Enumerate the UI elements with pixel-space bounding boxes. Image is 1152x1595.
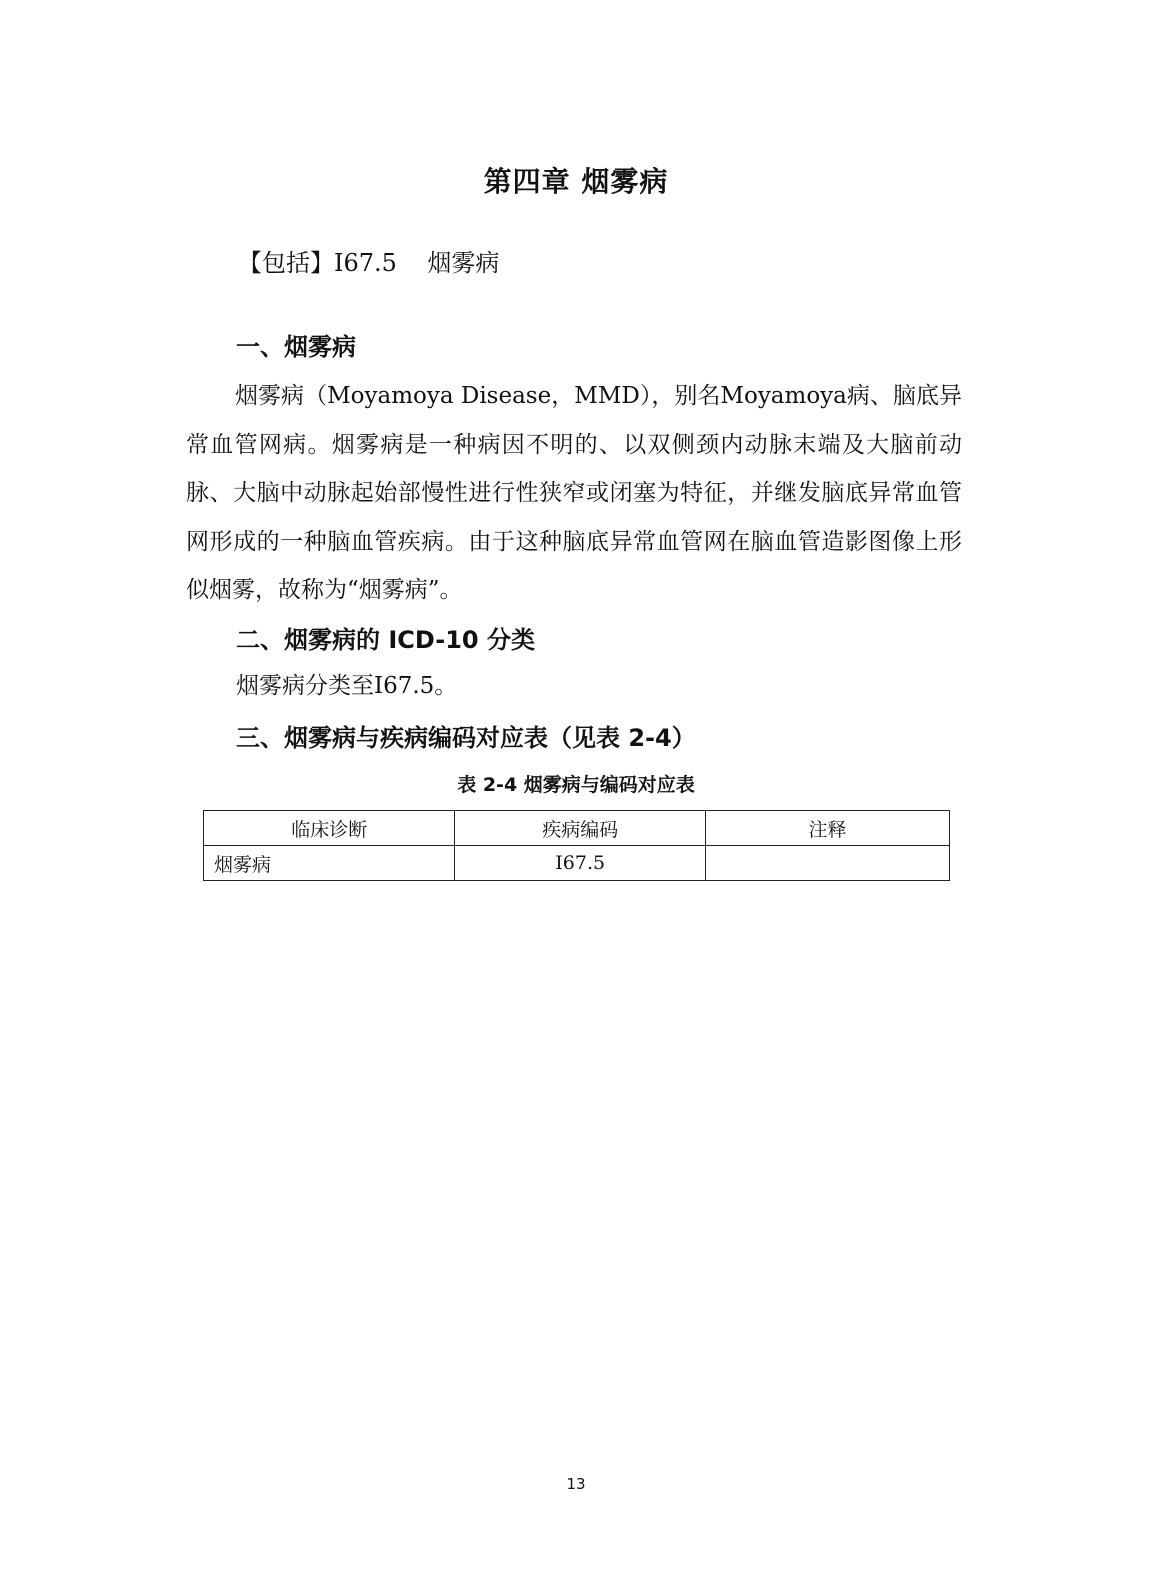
section-heading-2: 二、烟雾病的 ICD-10 分类 — [236, 626, 535, 654]
table-header-row — [204, 811, 950, 846]
table-cell-code: I67.5 — [455, 846, 706, 881]
table-cell-notes — [706, 846, 950, 881]
table-header-diagnosis: 临床诊断 — [204, 811, 455, 846]
section-heading-3: 三、烟雾病与疾病编码对应表（见表 2-4） — [236, 724, 696, 752]
chapter-title: 第四章 烟雾病 — [483, 165, 669, 198]
table-header-code: 疾病编码 — [455, 811, 706, 846]
section-paragraph-1: 烟雾病（Moyamoya Disease，MMD），别名Moyamoya病、脑底异常血管网病。烟雾病是一种病因不明的、以双侧颈内动脉末端及大脑前动脉、大脑中动脉起始部慢性进行性狭窄或闭塞为特征，并继发脑底异常血管网形成的一种脑血管疾病。由于这种脑底异常血管网在脑血管造影图像上形似烟雾，故称为“烟雾病”。 — [186, 383, 962, 604]
table-caption: 表 2-4 烟雾病与编码对应表 — [457, 774, 695, 796]
page-number: 13 — [566, 1475, 586, 1493]
section-heading-1: 一、烟雾病 — [236, 333, 356, 361]
include-line: 【包括】I67.5 烟雾病 — [238, 249, 500, 277]
table-header-notes: 注释 — [706, 811, 950, 846]
code-table — [203, 810, 950, 881]
section-paragraph-2: 烟雾病分类至I67.5。 — [236, 673, 458, 699]
table-row — [204, 846, 950, 881]
table-cell-diagnosis: 烟雾病 — [204, 846, 455, 881]
